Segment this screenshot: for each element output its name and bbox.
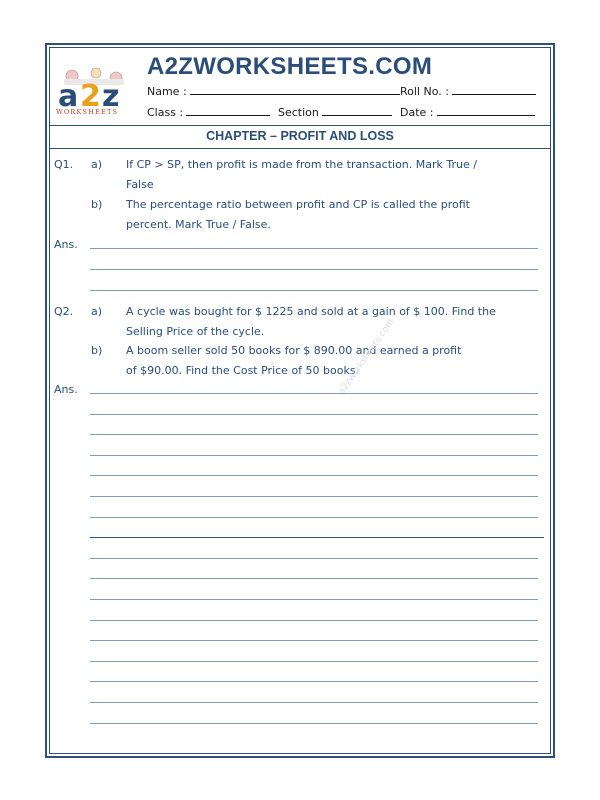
answer-line[interactable] <box>90 496 538 497</box>
part-label: b) <box>91 344 103 357</box>
class-blank[interactable] <box>186 106 270 116</box>
section-blank[interactable] <box>322 106 392 116</box>
answer-line[interactable] <box>90 578 538 579</box>
site-title: A2ZWORKSHEETS.COM <box>147 53 433 80</box>
svg-text:z: z <box>102 79 120 114</box>
watermark: a2zworksheets.com <box>336 317 397 397</box>
class-field[interactable] <box>147 106 270 119</box>
class-label: Class : <box>147 106 184 119</box>
answer-line[interactable] <box>90 558 538 559</box>
answer-line[interactable] <box>90 290 538 291</box>
date-blank[interactable] <box>437 106 535 116</box>
chapter-title: CHAPTER – PROFIT AND LOSS <box>206 129 394 143</box>
question-text: percent. Mark True / False. <box>126 218 271 231</box>
date-field[interactable] <box>400 106 535 119</box>
header-divider <box>49 125 551 126</box>
logo-caption: WORKSHEETS <box>56 108 119 116</box>
answer-line[interactable] <box>90 599 538 600</box>
answer-line[interactable] <box>90 517 538 518</box>
question-number: Q1. <box>54 158 74 171</box>
svg-text:a: a <box>58 79 79 114</box>
roll-label: Roll No. : <box>400 85 449 98</box>
answer-label: Ans. <box>54 238 78 251</box>
question-text: The percentage ratio between profit and CP is called the profit <box>126 198 470 211</box>
frame-inner <box>49 47 551 754</box>
section-label: Section <box>278 106 319 119</box>
answer-line[interactable] <box>90 393 538 394</box>
answer-line[interactable] <box>90 434 538 435</box>
part-label: a) <box>91 158 103 171</box>
part-label: b) <box>91 198 103 211</box>
answer-line[interactable] <box>90 475 538 476</box>
answer-line[interactable] <box>90 723 538 724</box>
question-text: A cycle was bought for $ 1225 and sold at a gain of $ 100. Find the <box>126 305 496 318</box>
answer-line[interactable] <box>90 702 538 703</box>
part-label: a) <box>91 305 103 318</box>
name-blank[interactable] <box>190 85 400 95</box>
name-label: Name : <box>147 85 187 98</box>
answer-line[interactable] <box>90 455 538 456</box>
roll-blank[interactable] <box>452 85 536 95</box>
answer-label: Ans. <box>54 383 78 396</box>
svg-text:2: 2 <box>80 79 101 114</box>
roll-field[interactable] <box>400 85 536 98</box>
answer-line[interactable] <box>90 661 538 662</box>
answer-line[interactable] <box>90 537 544 538</box>
answer-line[interactable] <box>90 620 538 621</box>
question-text: of $90.00. Find the Cost Price of 50 books. <box>126 364 360 377</box>
question-text: If CP > SP, then profit is made from the transaction. Mark True / <box>126 158 477 171</box>
answer-line[interactable] <box>90 269 538 270</box>
answer-line[interactable] <box>90 681 538 682</box>
question-text: A boom seller sold 50 books for $ 890.00 and earned a profit <box>126 344 462 357</box>
question-text: False <box>126 178 154 191</box>
date-label: Date : <box>400 106 434 119</box>
question-number: Q2. <box>54 305 74 318</box>
answer-line[interactable] <box>90 248 538 249</box>
answer-line[interactable] <box>90 640 538 641</box>
section-field[interactable] <box>278 106 392 119</box>
name-field[interactable] <box>147 85 400 98</box>
question-text: Selling Price of the cycle. <box>126 325 265 338</box>
chapter-divider <box>49 148 551 149</box>
answer-line[interactable] <box>90 414 538 415</box>
